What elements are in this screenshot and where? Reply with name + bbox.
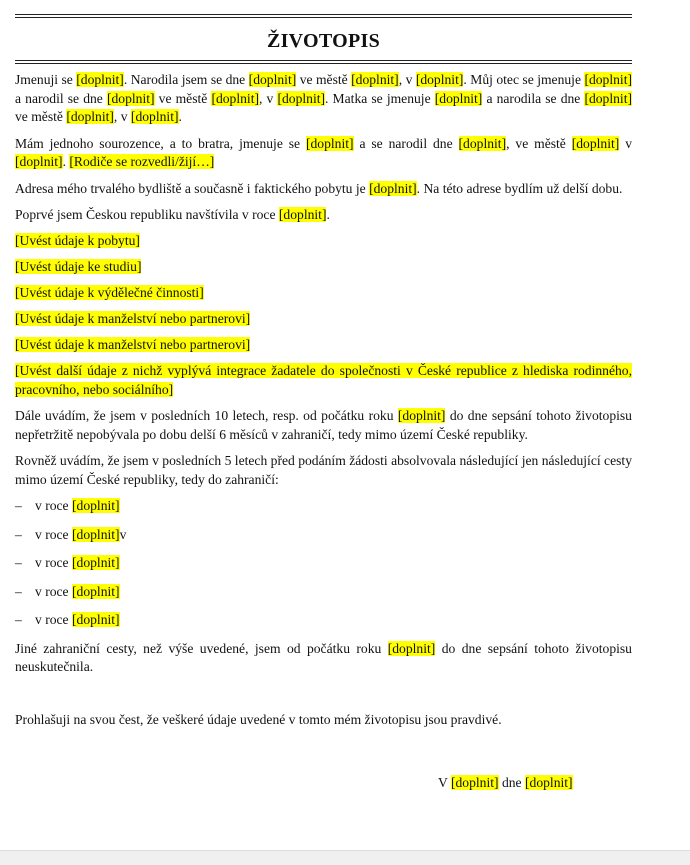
placeholder-field: [doplnit] [458,135,507,151]
text-segment: v roce [35,526,72,542]
text-segment: Jmenuji se [15,72,77,87]
text-segment: , ve městě [506,135,572,151]
text-segment: , v [113,109,131,124]
placeholder-field: [doplnit] [72,555,120,570]
paragraph [15,452,632,489]
text-segment: . Můj otec se jmenuje [463,72,585,87]
placeholder-field: [doplnit] [415,72,464,87]
list-dash: – [15,498,22,513]
text-segment: v roce [35,612,72,627]
placeholder-field: [doplnit] [66,109,114,124]
placeholder-field: [doplnit] [72,583,120,599]
placeholder-field: [Uvést údaje k manželství nebo partnerovi] [15,311,251,326]
text-segment: Jiné zahraniční cesty, než výše uvedené, jsem od počátku roku [15,640,388,656]
declaration-paragraph [15,711,632,730]
placeholder-field: [Uvést údaje k pobytu] [15,233,140,248]
placeholder-field: [doplnit] [72,498,120,513]
placeholder-field: [doplnit] [397,408,446,423]
text-segment: a se narodil dne [353,135,459,151]
placeholder-field: [Rodiče se rozvedli/žijí…] [69,154,215,169]
text-segment: do dne sepsání tohoto životopisu neuskutečnila. [15,640,632,674]
paragraph [15,362,632,399]
placeholder-field: [doplnit] [351,72,399,87]
paragraph [15,135,632,172]
text-segment: Dále uvádím, že jsem v posledních 10 letech, resp. od počátku roku [15,408,398,423]
text-segment: v [119,526,127,542]
text-segment: ve městě [296,72,352,87]
document-page [15,14,632,801]
text-segment: . Matka se jmenuje [325,90,435,106]
list-dash: – [15,555,22,570]
text-segment: ve městě [15,109,67,124]
text-segment: , v [259,90,278,106]
placeholder-field: [Uvést údaje k manželství nebo partnerovi] [15,337,251,352]
text-segment: . Na této adrese bydlím už delší dobu. [416,180,623,196]
text-segment: Rovněž uvádím, že jsem v posledních 5 letech před podáním žádosti absolvovala následující jen následující cesty mimo území České republiky, tedy do zahraničí: [15,453,632,487]
text-segment: ve městě [154,90,212,106]
text-segment: Prohlašuji na svou čest, že veškeré údaje uvedené v tomto mém životopisu jsou pravdivé. [15,711,502,727]
placeholder-field: [doplnit] [15,154,63,169]
paragraph [15,232,632,251]
placeholder-field: [doplnit] [584,90,633,106]
placeholder-field: [doplnit] [369,180,417,196]
placeholder-field: [doplnit] [76,72,124,87]
placeholder-field: [doplnit] [387,640,436,656]
list-item [15,554,632,573]
text-segment: Mám jednoho sourozence, a to bratra, jmenuje se [15,135,306,151]
paragraph [15,258,632,277]
placeholder-field: [doplnit] [450,775,499,790]
placeholder-field: [doplnit] [277,90,326,106]
list-dash: – [15,612,22,627]
list-item [15,583,632,602]
signature-line [15,774,632,793]
text-segment: a narodila se dne [482,90,585,106]
text-segment: do dne sepsání tohoto životopisu nepřetržitě nepobývala po dobu delší 6 měsíců v zahraničí, tedy mimo území České republiky. [15,408,632,442]
text-segment: , v [398,72,416,87]
list-dash: – [15,583,22,599]
paragraph [15,71,632,127]
paragraph [15,310,632,329]
text-segment: dne [498,775,525,790]
paragraph [15,336,632,355]
paragraph [15,407,632,444]
paragraph [15,206,632,225]
placeholder-field: [doplnit] [211,90,260,106]
text-segment: . [326,207,330,222]
placeholder-field: [doplnit] [525,775,573,790]
placeholder-field: [doplnit] [248,72,297,87]
placeholder-field: [Uvést údaje ke studiu] [15,259,142,274]
placeholder-field: [doplnit] [584,72,633,87]
paragraph [15,180,632,199]
text-segment: V [438,775,451,790]
placeholder-field: [doplnit] [130,109,179,124]
list-item [15,611,632,630]
list-item [15,526,632,545]
placeholder-field: [doplnit] [72,612,120,627]
text-segment: . [62,154,70,169]
text-segment: v roce [35,583,72,599]
placeholder-field: [Uvést další údaje z nichž vyplývá integrace žadatele do společnosti v České republice z hlediska rodinného, pracovního, nebo sociálního] [15,363,632,397]
paragraph [15,284,632,303]
text-segment: Adresa mého trvalého bydliště a současně i faktického pobytu je [15,180,370,196]
text-segment: v roce [35,498,72,513]
placeholder-field: [doplnit] [571,135,620,151]
placeholder-field: [doplnit] [305,135,354,151]
document-title: ŽIVOTOPIS [266,30,381,52]
placeholder-field: [doplnit] [278,207,327,222]
document-body [15,71,632,793]
title-double-rule [15,60,632,64]
paragraph [15,640,632,677]
text-segment: v [619,135,633,151]
placeholder-field: [doplnit] [106,90,155,106]
bottom-bar [0,850,690,865]
text-segment: . Narodila jsem se dne [123,72,249,87]
placeholder-field: [Uvést údaje k výdělečné činnosti] [15,285,204,300]
text-segment: . [178,109,182,124]
placeholder-field: [doplnit] [72,526,120,542]
text-segment: a narodil se dne [15,90,107,106]
text-segment: v roce [35,555,72,570]
placeholder-field: [doplnit] [434,90,483,106]
list-dash: – [15,526,22,542]
list-item [15,497,632,516]
text-segment: Poprvé jsem Českou republiku navštívila v roce [15,207,279,222]
